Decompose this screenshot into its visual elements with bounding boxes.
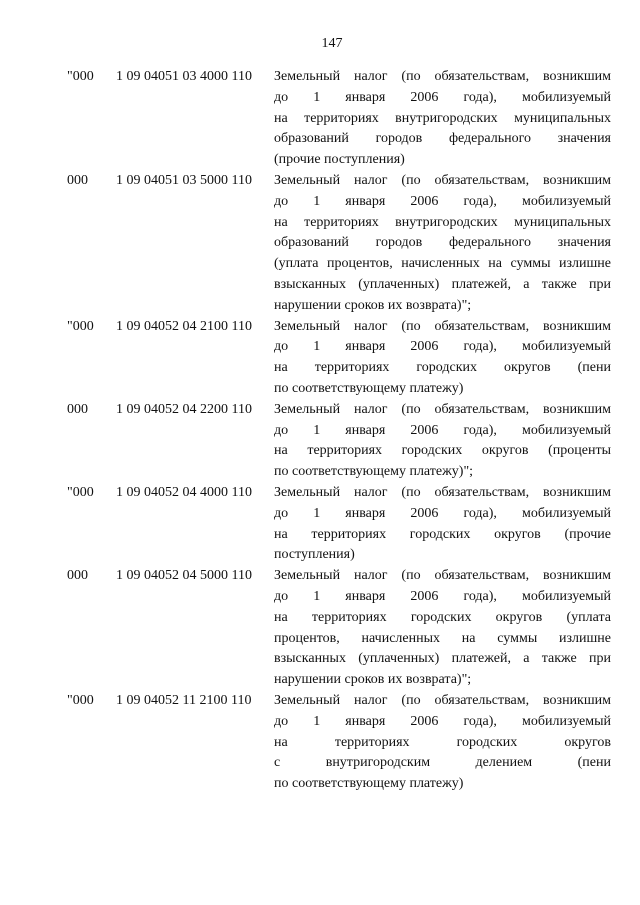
code-description (274, 483, 611, 566)
description-line: нарушении сроков их возврата)"; (274, 672, 472, 688)
description-line: до 1 января 2006 года), мобилизуемый (274, 505, 611, 521)
description-line: до 1 января 2006 года), мобилизуемый (274, 588, 611, 604)
description-line: на территориях внутригородских муниципальных (274, 110, 611, 126)
budget-code-list (0, 67, 640, 795)
description-line: Земельный налог (по обязательствам, возникшим (274, 172, 611, 188)
budget-code-entry (0, 691, 640, 795)
description-line: по соответствующему платежу)"; (274, 464, 474, 480)
admin-code: 000 (67, 172, 88, 188)
description-line: (прочие поступления) (274, 152, 405, 168)
description-line: на территориях городских округов (прочие (274, 526, 611, 542)
description-line: с внутригородским делением (пени (274, 755, 611, 771)
code-description (274, 67, 611, 171)
description-line: Земельный налог (по обязательствам, возникшим (274, 401, 611, 417)
admin-code: "000 (67, 484, 94, 500)
description-line: Земельный налог (по обязательствам, возникшим (274, 568, 611, 584)
description-line: по соответствующему платежу) (274, 776, 464, 792)
budget-code-entry (0, 483, 640, 566)
description-line: до 1 января 2006 года), мобилизуемый (274, 422, 611, 438)
code-description (274, 317, 611, 400)
classification-code: 1 09 04052 04 5000 110 (116, 568, 252, 584)
code-description (274, 400, 611, 483)
description-line: взысканных (уплаченных) платежей, а также при (274, 651, 611, 667)
description-line: на территориях городских округов (274, 734, 611, 750)
description-line: образований городов федерального значения (274, 235, 611, 251)
description-line: на территориях городских округов (уплата (274, 609, 611, 625)
classification-code: 1 09 04052 04 2100 110 (116, 318, 252, 334)
admin-code: 000 (67, 401, 88, 417)
description-line: до 1 января 2006 года), мобилизуемый (274, 339, 611, 355)
description-line: образований городов федерального значения (274, 131, 611, 147)
code-description (274, 566, 611, 691)
budget-code-entry (0, 400, 640, 483)
admin-code: "000 (67, 69, 94, 84)
page-number: 147 (321, 36, 343, 51)
budget-code-entry (0, 171, 640, 317)
description-line: процентов, начисленных на суммы излишне (274, 630, 611, 646)
description-line: до 1 января 2006 года), мобилизуемый (274, 89, 611, 105)
classification-code: 1 09 04051 03 4000 110 (116, 69, 252, 84)
code-description (274, 171, 611, 317)
classification-code: 1 09 04052 04 2200 110 (116, 401, 252, 417)
description-line: Земельный налог (по обязательствам, возникшим (274, 318, 611, 334)
description-line: (уплата процентов, начисленных на суммы излишне (274, 256, 611, 272)
description-line: Земельный налог (по обязательствам, возникшим (274, 692, 611, 708)
description-line: Земельный налог (по обязательствам, возникшим (274, 69, 611, 84)
description-line: Земельный налог (по обязательствам, возникшим (274, 484, 611, 500)
budget-code-entry (0, 67, 640, 171)
description-line: на территориях внутригородских муниципальных (274, 214, 611, 230)
budget-code-entry (0, 317, 640, 400)
classification-code: 1 09 04052 04 4000 110 (116, 484, 252, 500)
description-line: поступления) (274, 547, 355, 563)
admin-code: "000 (67, 692, 94, 708)
admin-code: 000 (67, 568, 88, 584)
description-line: взысканных (уплаченных) платежей, а также при (274, 276, 611, 292)
description-line: на территориях городских округов (пени (274, 360, 611, 376)
description-line: нарушении сроков их возврата)"; (274, 297, 472, 313)
budget-code-entry (0, 566, 640, 691)
description-line: на территориях городских округов (проценты (274, 443, 611, 459)
classification-code: 1 09 04052 11 2100 110 (116, 692, 252, 708)
description-line: по соответствующему платежу) (274, 380, 464, 396)
code-description (274, 691, 611, 795)
description-line: до 1 января 2006 года), мобилизуемый (274, 713, 611, 729)
classification-code: 1 09 04051 03 5000 110 (116, 172, 252, 188)
description-line: до 1 января 2006 года), мобилизуемый (274, 193, 611, 209)
admin-code: "000 (67, 318, 94, 334)
